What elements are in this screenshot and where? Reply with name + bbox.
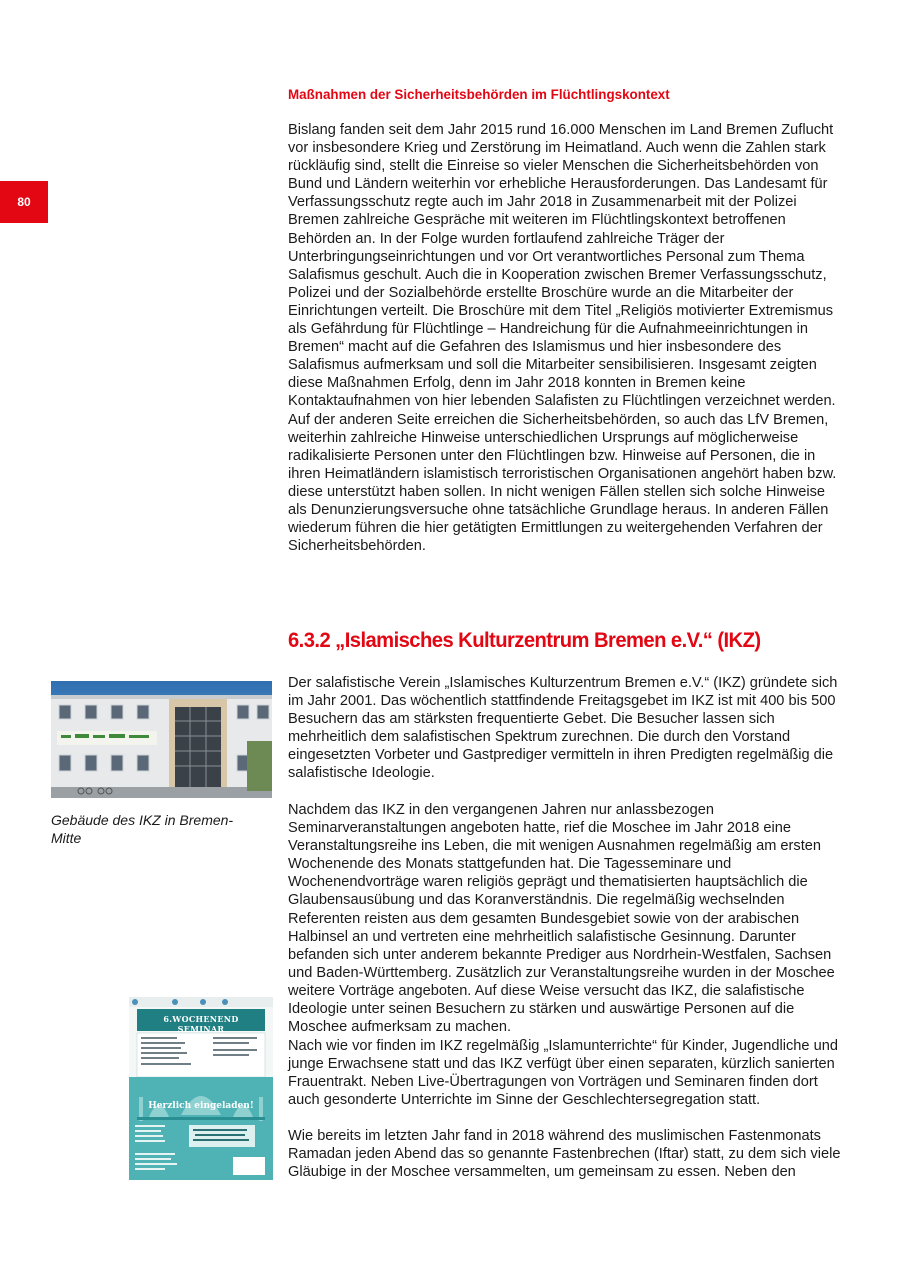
- seminar-flyer: [129, 997, 273, 1180]
- page-number: 80: [17, 195, 31, 209]
- paragraph: Der salafistische Verein „Islamisches Kulturzentrum Bremen e.V.“ (IKZ) gründete sich im Jahr 2001. Das wöchentlich stattfindende Freitagsgebet im IKZ ist mit 400 bis 500 Besuchern das am stärksten frequentierte Gebet. Die Besucher lassen sich mehrheitlich dem salafistischen Spektrum zurechnen. Die durch den Vorstand eingesetzten Vorbeter und Gastprediger vermitteln in ihren Predigten regelmäßig die salafistische Ideologie.: [288, 675, 838, 782]
- flyer-title: 6.WOCHENEND SEMINAR: [163, 1014, 239, 1034]
- paragraph: Nach wie vor finden im IKZ regelmäßig „Islamunterrichte“ für Kinder, Jugendliche und junge Erwachsene statt und das IKZ verfügt über einen separaten, kürzlich sanierten Frauentrakt. Neben Live-Übertragungen von Vorträgen und Seminaren finden dort auch gesonderte Unterrichte im Sinne der Geschlechtersegregation statt.: [288, 1038, 838, 1109]
- page-number-tab: [0, 181, 48, 223]
- section-subheading: Maßnahmen der Sicherheitsbehörden im Flüchtlingskontext: [288, 87, 670, 102]
- figure-caption: Gebäude des IKZ in Bremen-Mitte: [51, 812, 234, 846]
- section2-body: [288, 1127, 843, 1181]
- section2-body: [288, 801, 843, 1036]
- section2-body: [288, 674, 843, 783]
- section-heading: 6.3.2 „Islamisches Kulturzentrum Bremen e.V.“ (IKZ): [288, 628, 761, 652]
- paragraph: Bislang fanden seit dem Jahr 2015 rund 16.000 Menschen im Land Bremen Zuflucht vor insbesondere Krieg und Zerstörung im Heimatland. Auch wenn die Zahlen stark rückläufig sind, stellt die Einreise so vieler Menschen die Sicherheitsbehörden von Bund und Ländern weiterhin vor erhebliche Herausforderungen. Das Landesamt für Verfassungsschutz regte auch im Jahr 2018 in Zusammenarbeit mit der Polizei Bremen zahlreiche Gespräche mit weiteren im Flüchtlingskontext betroffenen Behörden an. In der Folge wurden fortlaufend zahlreiche Träger der Unterbringungseinrichtungen und vor Ort verantwortliches Personal zum Thema Salafismus geschult. Auch die in Kooperation zwischen Bremer Verfassungsschutz, Polizei und der Sozialbehörde erstellte Broschüre wurde an die Mitarbeiter der Einrichtungen verteilt. Die Broschüre mit dem Titel „Religiös motivierter Extremismus als Gefährdung für Flüchtlinge – Handreichung für die Aufnahmeeinrichtungen in Bremen“ macht auf die Gefahren des Islamismus und hier insbesondere des Salafismus aufmerksam und soll die Mitarbeiter sensibilisieren. Insgesamt zeigten diese Maßnahmen Erfolg, denn im Jahr 2018 konnten in Bremen keine Kontaktaufnahmen von hier lebenden Salafisten zu Flüchtlingen verzeichnet werden. Auf der anderen Seite erreichen die Sicherheitsbehörden, so auch das LfV Bremen, weiterhin zahlreiche Hinweise unterschiedlichen Ursprungs auf möglicherweise radikalisierte Personen unter den Flüchtlingen bzw. Hinweise auf Personen, die in ihren Heimatländern islamistisch terroristischen Organisationen angehört haben bzw. diese unterstützt haben sollen. In nicht wenigen Fällen stellen sich solche Hinweise als Denunzierungsversuche ohne tatsächliche Grundlage heraus. In anderen Fällen wiederum führen die hier getätigten Ermittlungen zu weitergehenden Verfahren der Sicherheitsbehörden.: [288, 122, 837, 555]
- section2-body: [288, 1037, 843, 1109]
- section1-body: [288, 121, 843, 555]
- flyer-welcome: Herzlich eingeladen!: [148, 1101, 254, 1111]
- paragraph: Nachdem das IKZ in den vergangenen Jahren nur anlassbezogen Seminarveranstaltungen angeboten hatte, rief die Moschee im Jahr 2018 eine Veranstaltungsreihe ins Leben, die mit wenigen Ausnahmen regelmäßig am ersten Wochenende des Monats stattgefunden hat. Die Tagesseminare und Wochenendvorträge waren religiös geprägt und thematisierten hauptsächlich die Glaubensausübung und das Koranverständnis. Die regelmäßig wechselnden Referenten reisten aus dem gesamten Bundesgebiet sowie von der arabischen Halbinsel an und vertreten eine mehrheitlich salafistische Gesinnung. Darunter befanden sich unter anderem bekannte Prediger aus Nordrhein-Westfalen, Sachsen und Baden-Württemberg. Zusätzlich zur Veranstaltungsreihe wurden in der Moschee weitere Vorträge angeboten. Auf diese Weise versucht das IKZ, die salafistische Ideologie unter seinen Besuchern zu stärken und auswärtige Personen auf die Moschee aufmerksam zu machen.: [288, 802, 835, 1036]
- paragraph: Wie bereits im letzten Jahr fand in 2018 während des muslimischen Fastenmonats Ramadan jeden Abend das so genannte Fastenbrechen (Iftar) statt, zu dem sich viele Gläubige in der Moschee versammelten, um gemeinsam zu essen. Neben den: [288, 1128, 841, 1181]
- ikz-building-photo: [51, 681, 272, 798]
